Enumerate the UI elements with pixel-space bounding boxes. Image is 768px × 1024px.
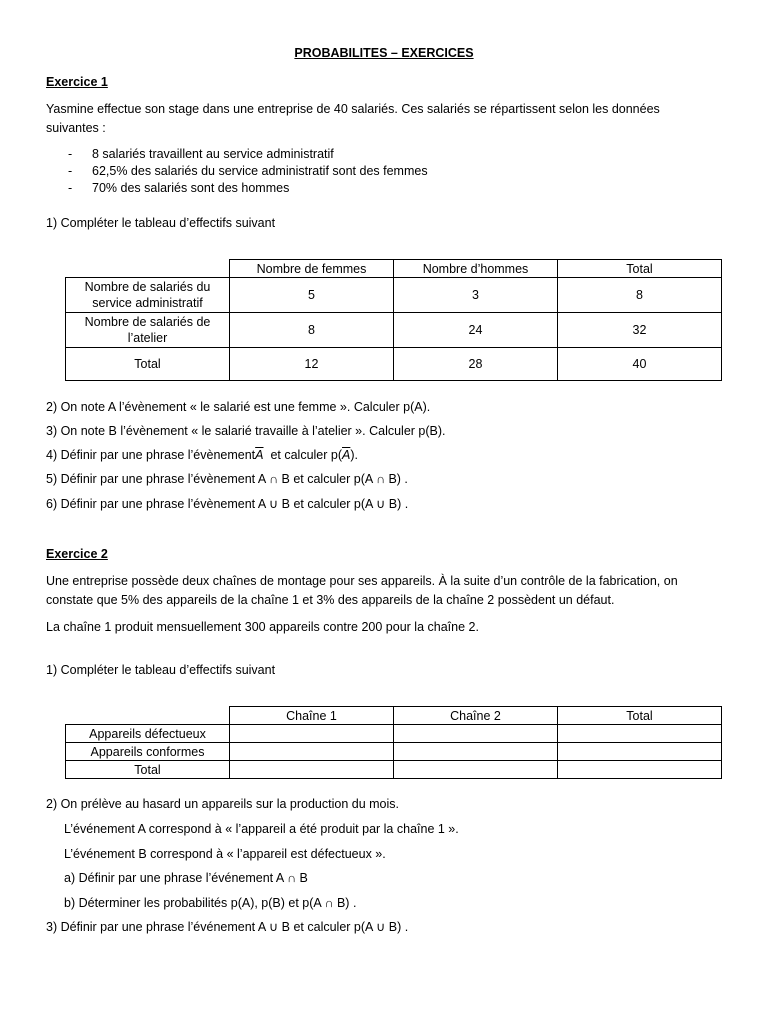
exercise-1-intro-line2: suivantes : — [46, 121, 106, 135]
exercise-1-table — [65, 259, 722, 381]
exercise-1-intro-line1: Yasmine effectue son stage dans une entreprise de 40 salariés. Ces salariés se répartissent selon les données — [46, 102, 660, 116]
table-cell: 5 — [230, 278, 394, 313]
exercise-1-question-6: 6) Définir par une phrase l’évènement A ∪ B et calculer p(A ∪ B) . — [46, 497, 409, 511]
table-row — [66, 313, 722, 348]
table-header: Chaîne 2 — [394, 707, 558, 725]
table-cell: 28 — [394, 348, 558, 381]
exercise-1-question-4: 4) Définir par une phrase $l’évènement\overline{A}$ et calculer $p(\overline{A})$. — [46, 448, 358, 462]
table-cell-empty — [230, 761, 394, 779]
table-cell-empty — [394, 743, 558, 761]
table-header-row — [66, 707, 722, 725]
bullet-item: 70% des salariés sont des hommes — [92, 181, 290, 195]
table-cell-empty — [230, 743, 394, 761]
row-label: Total — [66, 348, 230, 381]
row-label: Total — [66, 761, 230, 779]
exercise-2-question-1: 1) Compléter le tableau d’effectifs suivant — [46, 663, 276, 677]
exercise-1-question-5: 5) Définir par une phrase l’évènement A ∩ B et calculer p(A ∩ B) . — [46, 472, 408, 486]
bullet-dash: - — [68, 181, 73, 195]
table-header: Total — [558, 260, 722, 278]
exercise-2-question-2: 2) On prélève au hasard un appareils sur la production du mois. — [46, 797, 399, 811]
bullet-dash: - — [68, 147, 73, 161]
table-cell-empty — [394, 761, 558, 779]
table-cell: 32 — [558, 313, 722, 348]
table-cell: 40 — [558, 348, 722, 381]
exercise-1-question-1: 1) Compléter le tableau d’effectifs suivant — [46, 216, 276, 230]
table-header: Nombre de femmes — [230, 260, 394, 278]
table-cell-empty — [558, 725, 722, 743]
table-corner — [66, 707, 230, 725]
exercise-1-question-2: 2) On note A l’évènement « le salarié est une femme ». Calculer p(A). — [46, 400, 431, 414]
table-header-row — [66, 260, 722, 278]
table-row — [66, 725, 722, 743]
table-row — [66, 761, 722, 779]
exercise-2-intro-line2: constate que 5% des appareils de la chaîne 1 et 3% des appareils de la chaîne 2 possèdent un défaut. — [46, 593, 615, 607]
table-cell: 12 — [230, 348, 394, 381]
table-cell-empty — [558, 761, 722, 779]
table-row — [66, 348, 722, 381]
row-label: Nombre de salariés de l’atelier — [66, 313, 230, 348]
complement-symbol: $\overline{A}$ — [342, 448, 351, 462]
bullet-dash: - — [68, 164, 73, 178]
table-cell-empty — [394, 725, 558, 743]
table-cell: 3 — [394, 278, 558, 313]
exercise-2-table — [65, 706, 722, 779]
exercise-1-question-3: 3) On note B l’évènement « le salarié travaille à l’atelier ». Calculer p(B). — [46, 424, 446, 438]
exercise-2-intro-line3: La chaîne 1 produit mensuellement 300 appareils contre 200 pour la chaîne 2. — [46, 620, 479, 634]
exercise-2-question-2-line3: L’événement B correspond à « l’appareil est défectueux ». — [64, 847, 386, 861]
table-cell-empty — [558, 743, 722, 761]
bullet-item: 62,5% des salariés du service administratif sont des femmes — [92, 164, 428, 178]
row-label: Appareils défectueux — [66, 725, 230, 743]
exercise-2-question-2b: b) Déterminer les probabilités p(A), p(B) et p(A ∩ B) . — [64, 896, 357, 910]
exercise-2-heading: Exercice 2 — [46, 547, 108, 561]
exercise-2-intro-line1: Une entreprise possède deux chaînes de montage pour ses appareils. À la suite d’un contrôle de la fabrication, on — [46, 574, 678, 588]
table-row — [66, 743, 722, 761]
table-header: Total — [558, 707, 722, 725]
exercise-2-question-3: 3) Définir par une phrase l’événement A ∪ B et calculer p(A ∪ B) . — [46, 920, 409, 934]
row-label: Nombre de salariés du service administratif — [66, 278, 230, 313]
complement-symbol: $\overline{A}$ — [255, 448, 264, 462]
page-title: PROBABILITES – EXERCICES — [294, 46, 474, 60]
exercise-2-question-2a: a) Définir par une phrase l’événement A ∩ B — [64, 871, 308, 885]
table-corner — [66, 260, 230, 278]
exercise-2-question-2-line2: L’événement A correspond à « l’appareil a été produit par la chaîne 1 ». — [64, 822, 459, 836]
row-label: Appareils conformes — [66, 743, 230, 761]
table-cell: 8 — [230, 313, 394, 348]
table-cell-empty — [230, 725, 394, 743]
table-header: Nombre d’hommes — [394, 260, 558, 278]
table-row — [66, 278, 722, 313]
bullet-item: 8 salariés travaillent au service administratif — [92, 147, 334, 161]
table-cell: 24 — [394, 313, 558, 348]
table-cell: 8 — [558, 278, 722, 313]
table-header: Chaîne 1 — [230, 707, 394, 725]
exercise-1-heading: Exercice 1 — [46, 75, 108, 89]
